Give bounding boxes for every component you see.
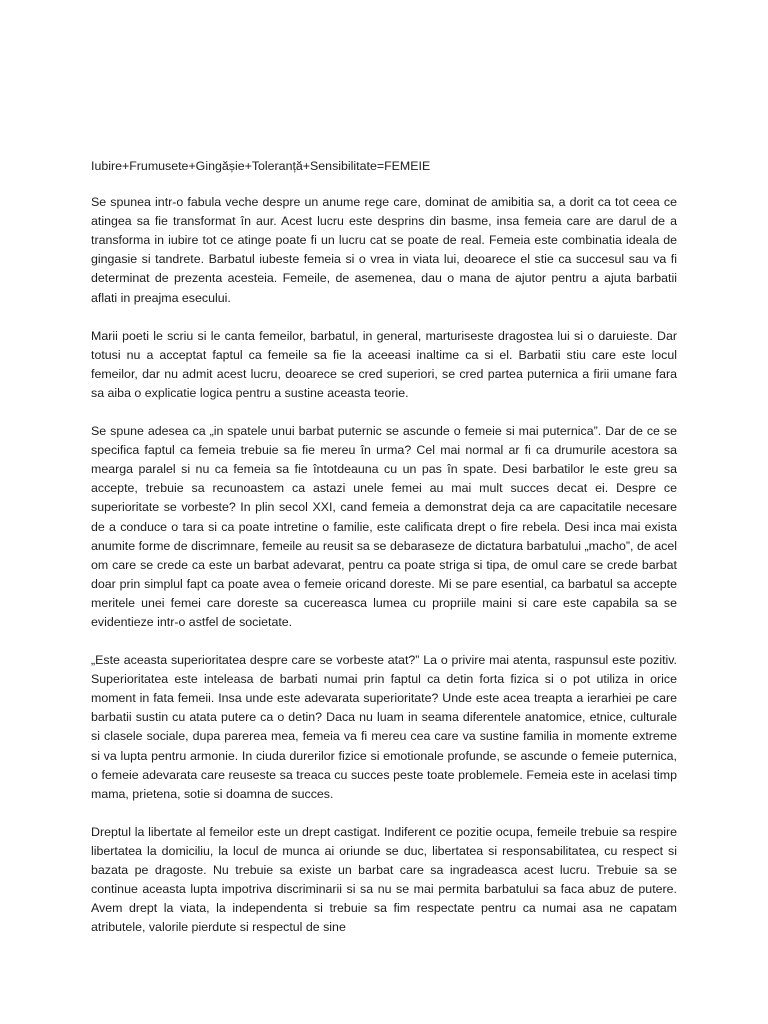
paragraph-1: Se spunea intr-o fabula veche despre un anume rege care, dominat de amibitia sa, a dorit ca tot ceea ce atingea sa fie transformat în aur. Acest lucru este desprins din basme, insa femeia care are darul de a transforma in iubire tot ce atinge poate fi un lucru cat se poate de real. Femeia este combinatia ideala de gingasie si tandrete. Barbatul iubeste femeia si o vrea in viata lui, deoarece el stie ca succesul sau va fi determinat de prezenta acesteia. Femeile, de asemenea, dau o mana de ajutor pentru a ajuta barbatii aflati in preajma esecului. (91, 195, 677, 305)
paragraph-2: Marii poeti le scriu si le canta femeilor, barbatul, in general, marturiseste dragostea lui si o daruieste. Dar totusi nu a acceptat faptul ca femeile sa fie la aceeasi inaltime ca si el. Barbatii stiu care este locul femeilor, dar nu admit acest lucru, deoarece se cred superiori, se cred partea puternica a firii umane fara sa aiba o explicatie logica pentru a sustine aceasta teorie. (91, 328, 677, 400)
document-body (91, 157, 677, 956)
paragraph-5: Dreptul la libertate al femeilor este un drept castigat. Indiferent ce pozitie ocupa, femeile trebuie sa respire libertatea la domiciliu, la locul de munca ai oriunde se duc, libertatea si responsabilitatea, cu respect si bazata pe dragoste. Nu trebuie sa existe un barbat care sa ingradeasca acest lucru. Trebuie sa se continue aceasta lupta impotriva discriminarii si sa nu se mai permita barbatului sa faca abuz de putere. Avem drept la viata, la independenta si trebuie sa fim respectate pentru ca numai asa ne capatam atributele, valorile pierdute si respectul de sine (91, 824, 677, 935)
paragraph-3: Se spune adesea ca „in spatele unui barbat puternic se ascunde o femeie si mai puternica”. Dar de ce se specifica faptul ca femeia trebuie sa fie mereu în urma? Cel mai normal ar fi ca drumurile acestora sa mearga paralel si nu ca femeia sa fie întotdeauna cu un pas în spate. Desi barbatilor le este greu sa accepte, trebuie sa recunoastem ca astazi unele femei au mai mult succes decat ei. Despre ce superioritate se vorbeste? In plin secol XXI, cand femeia a demonstrat deja ca are capacitatile necesare de a conduce o tara si ca poate intretine o familie, este calificata drept o fire rebela. Desi inca mai exista anumite forme de discrimnare, femeile au reusit sa se debaraseze de dictatura barbatului „macho”, de acel om care se crede ca este un barbat adevarat, pentru ca poate striga si tipa, de omul care se crede barbat doar prin simplul fapt ca poate avea o femeie oricand doreste. Mi se pare esential, ca barbatul sa accepte meritele unei femei care doreste sa cucereasca lumea cu propriile maini si care este capabila sa se evidentieze intr-o astfel de societate. (91, 424, 677, 629)
paragraph-4: „Este aceasta superioritatea despre care se vorbeste atat?” La o privire mai atenta, raspunsul este pozitiv. Superioritatea este inteleasa de barbati numai prin faptul ca detin forta fizica si o pot utiliza in orice moment in fata femeii. Insa unde este adevarata superioritate? Unde este acea treapta a ierarhiei pe care barbatii sustin cu atata putere ca o detin? Daca nu luam in seama diferentele anatomice, etnice, culturale si clasele sociale, dupa parerea mea, femeia va fi mereu cea care va sustine familia in momente extreme si va lupta pentru armonie. In ciuda durerilor fizice si emotionale profunde, se ascunde o femeie puternica, o femeie adevarata care reuseste sa treaca cu succes peste toate problemele. Femeia este in acelasi timp mama, prietena, sotie si doamna de succes. (91, 653, 677, 801)
document-title: Iubire+Frumusete+Gingășie+Toleranță+Sensibilitate=FEMEIE (91, 159, 431, 173)
